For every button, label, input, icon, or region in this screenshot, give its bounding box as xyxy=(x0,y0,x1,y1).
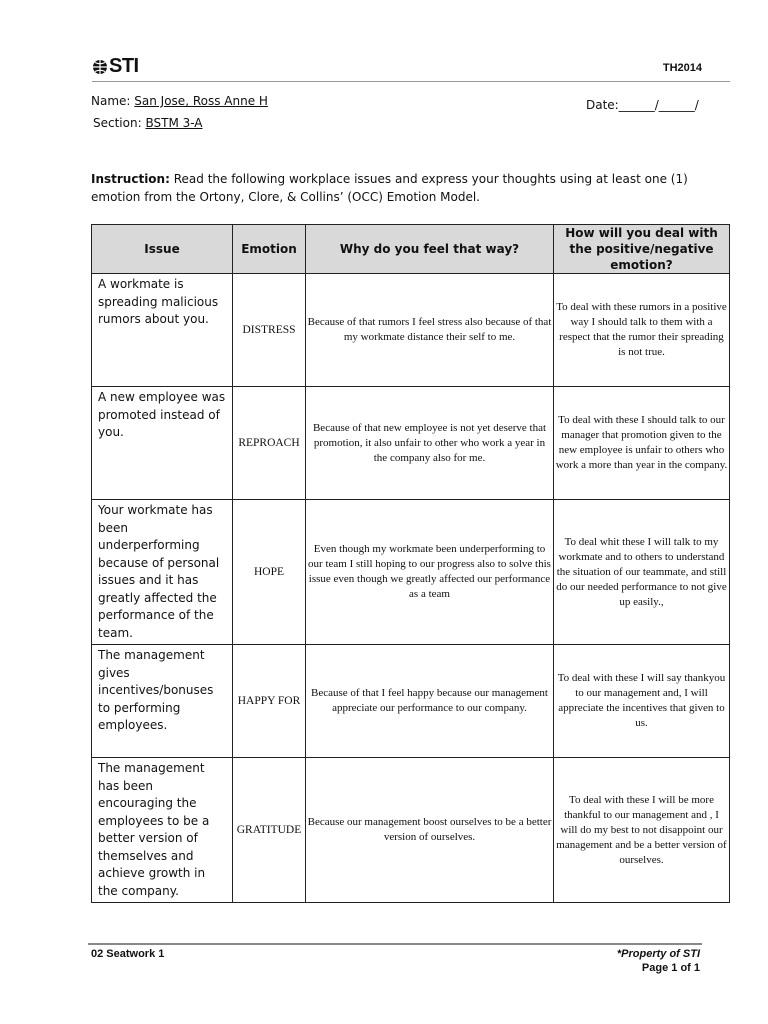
emotion-cell: HAPPY FOR xyxy=(233,645,306,758)
section-value: BSTM 3-A xyxy=(145,116,203,130)
sti-logo xyxy=(92,55,139,78)
emotion-cell: DISTRESS xyxy=(233,274,306,387)
header-divider xyxy=(92,81,730,82)
why-cell: Even though my workmate been underperforming to our team I still hoping to our progress also to solve this issue even though we greatly affected our performance as a team xyxy=(306,500,554,645)
table-row xyxy=(92,758,730,903)
issue-cell: A workmate is spreading malicious rumors about you. xyxy=(92,274,233,387)
issues-table xyxy=(91,224,730,903)
emotion-cell: GRATITUDE xyxy=(233,758,306,903)
footer-page-number: Page 1 of 1 xyxy=(641,962,700,974)
issue-cell: A new employee was promoted instead of you. xyxy=(92,387,233,500)
table-row xyxy=(92,645,730,758)
sti-globe-icon xyxy=(92,59,108,75)
emotion-cell: REPROACH xyxy=(233,387,306,500)
document-code: TH2014 xyxy=(662,62,702,74)
footer-seatwork: 02 Seatwork 1 xyxy=(91,948,165,960)
deal-cell: To deal with these rumors in a positive way I should talk to them with a respect that the rumor their spreading is not true. xyxy=(554,274,730,387)
date-field: Date:______/______/ xyxy=(586,98,699,112)
table-header-row xyxy=(92,225,730,274)
header-why: Why do you feel that way? xyxy=(306,225,554,274)
why-cell: Because our management boost ourselves to be a better version of ourselves. xyxy=(306,758,554,903)
why-cell: Because of that I feel happy because our management appreciate our performance to our company. xyxy=(306,645,554,758)
why-cell: Because of that new employee is not yet deserve that promotion, it also unfair to other who work a year in the company also for me. xyxy=(306,387,554,500)
logo-text: STI xyxy=(109,55,139,77)
instruction xyxy=(91,170,711,206)
footer-property: *Property of STI xyxy=(616,948,700,960)
footer-divider xyxy=(88,943,702,945)
deal-cell: To deal with these I will be more thankful to our management and , I will do my best to not disappoint our management and be a better version of ourselves. xyxy=(554,758,730,903)
table-row xyxy=(92,387,730,500)
section-label: Section: xyxy=(93,116,142,130)
emotion-cell: HOPE xyxy=(233,500,306,645)
table-row xyxy=(92,274,730,387)
deal-cell: To deal with these I should talk to our manager that promotion given to the new employee is unfair to others who work a more than year in the company. xyxy=(554,387,730,500)
issue-cell: The management has been encouraging the employees to be a better version of themselves and achieve growth in the company. xyxy=(92,758,233,903)
instruction-text: Read the following workplace issues and express your thoughts using at least one (1) emotion from the Ortony, Clore, & Collins’ (OCC) Emotion Model. xyxy=(91,172,688,204)
name-label: Name: xyxy=(91,94,131,108)
why-cell: Because of that rumors I feel stress also because of that my workmate distance their self to me. xyxy=(306,274,554,387)
header-deal: How will you deal with the positive/negative emotion? xyxy=(554,225,730,274)
section-line xyxy=(93,116,203,130)
issue-cell: Your workmate has been underperforming because of personal issues and it has greatly affected the performance of the team. xyxy=(92,500,233,645)
instruction-label: Instruction: xyxy=(91,172,170,186)
name-value: San Jose, Ross Anne H xyxy=(134,94,268,108)
deal-cell: To deal with these I will say thankyou to our management and, I will appreciate the incentives that given to us. xyxy=(554,645,730,758)
table-row xyxy=(92,500,730,645)
deal-cell: To deal whit these I will talk to my workmate and to others to understand the situation of our teammate, and still do our needed performance to not give up easily., xyxy=(554,500,730,645)
name-line xyxy=(91,94,268,108)
issue-cell: The management gives incentives/bonuses to performing employees. xyxy=(92,645,233,758)
header-issue: Issue xyxy=(92,225,233,274)
header-emotion: Emotion xyxy=(233,225,306,274)
